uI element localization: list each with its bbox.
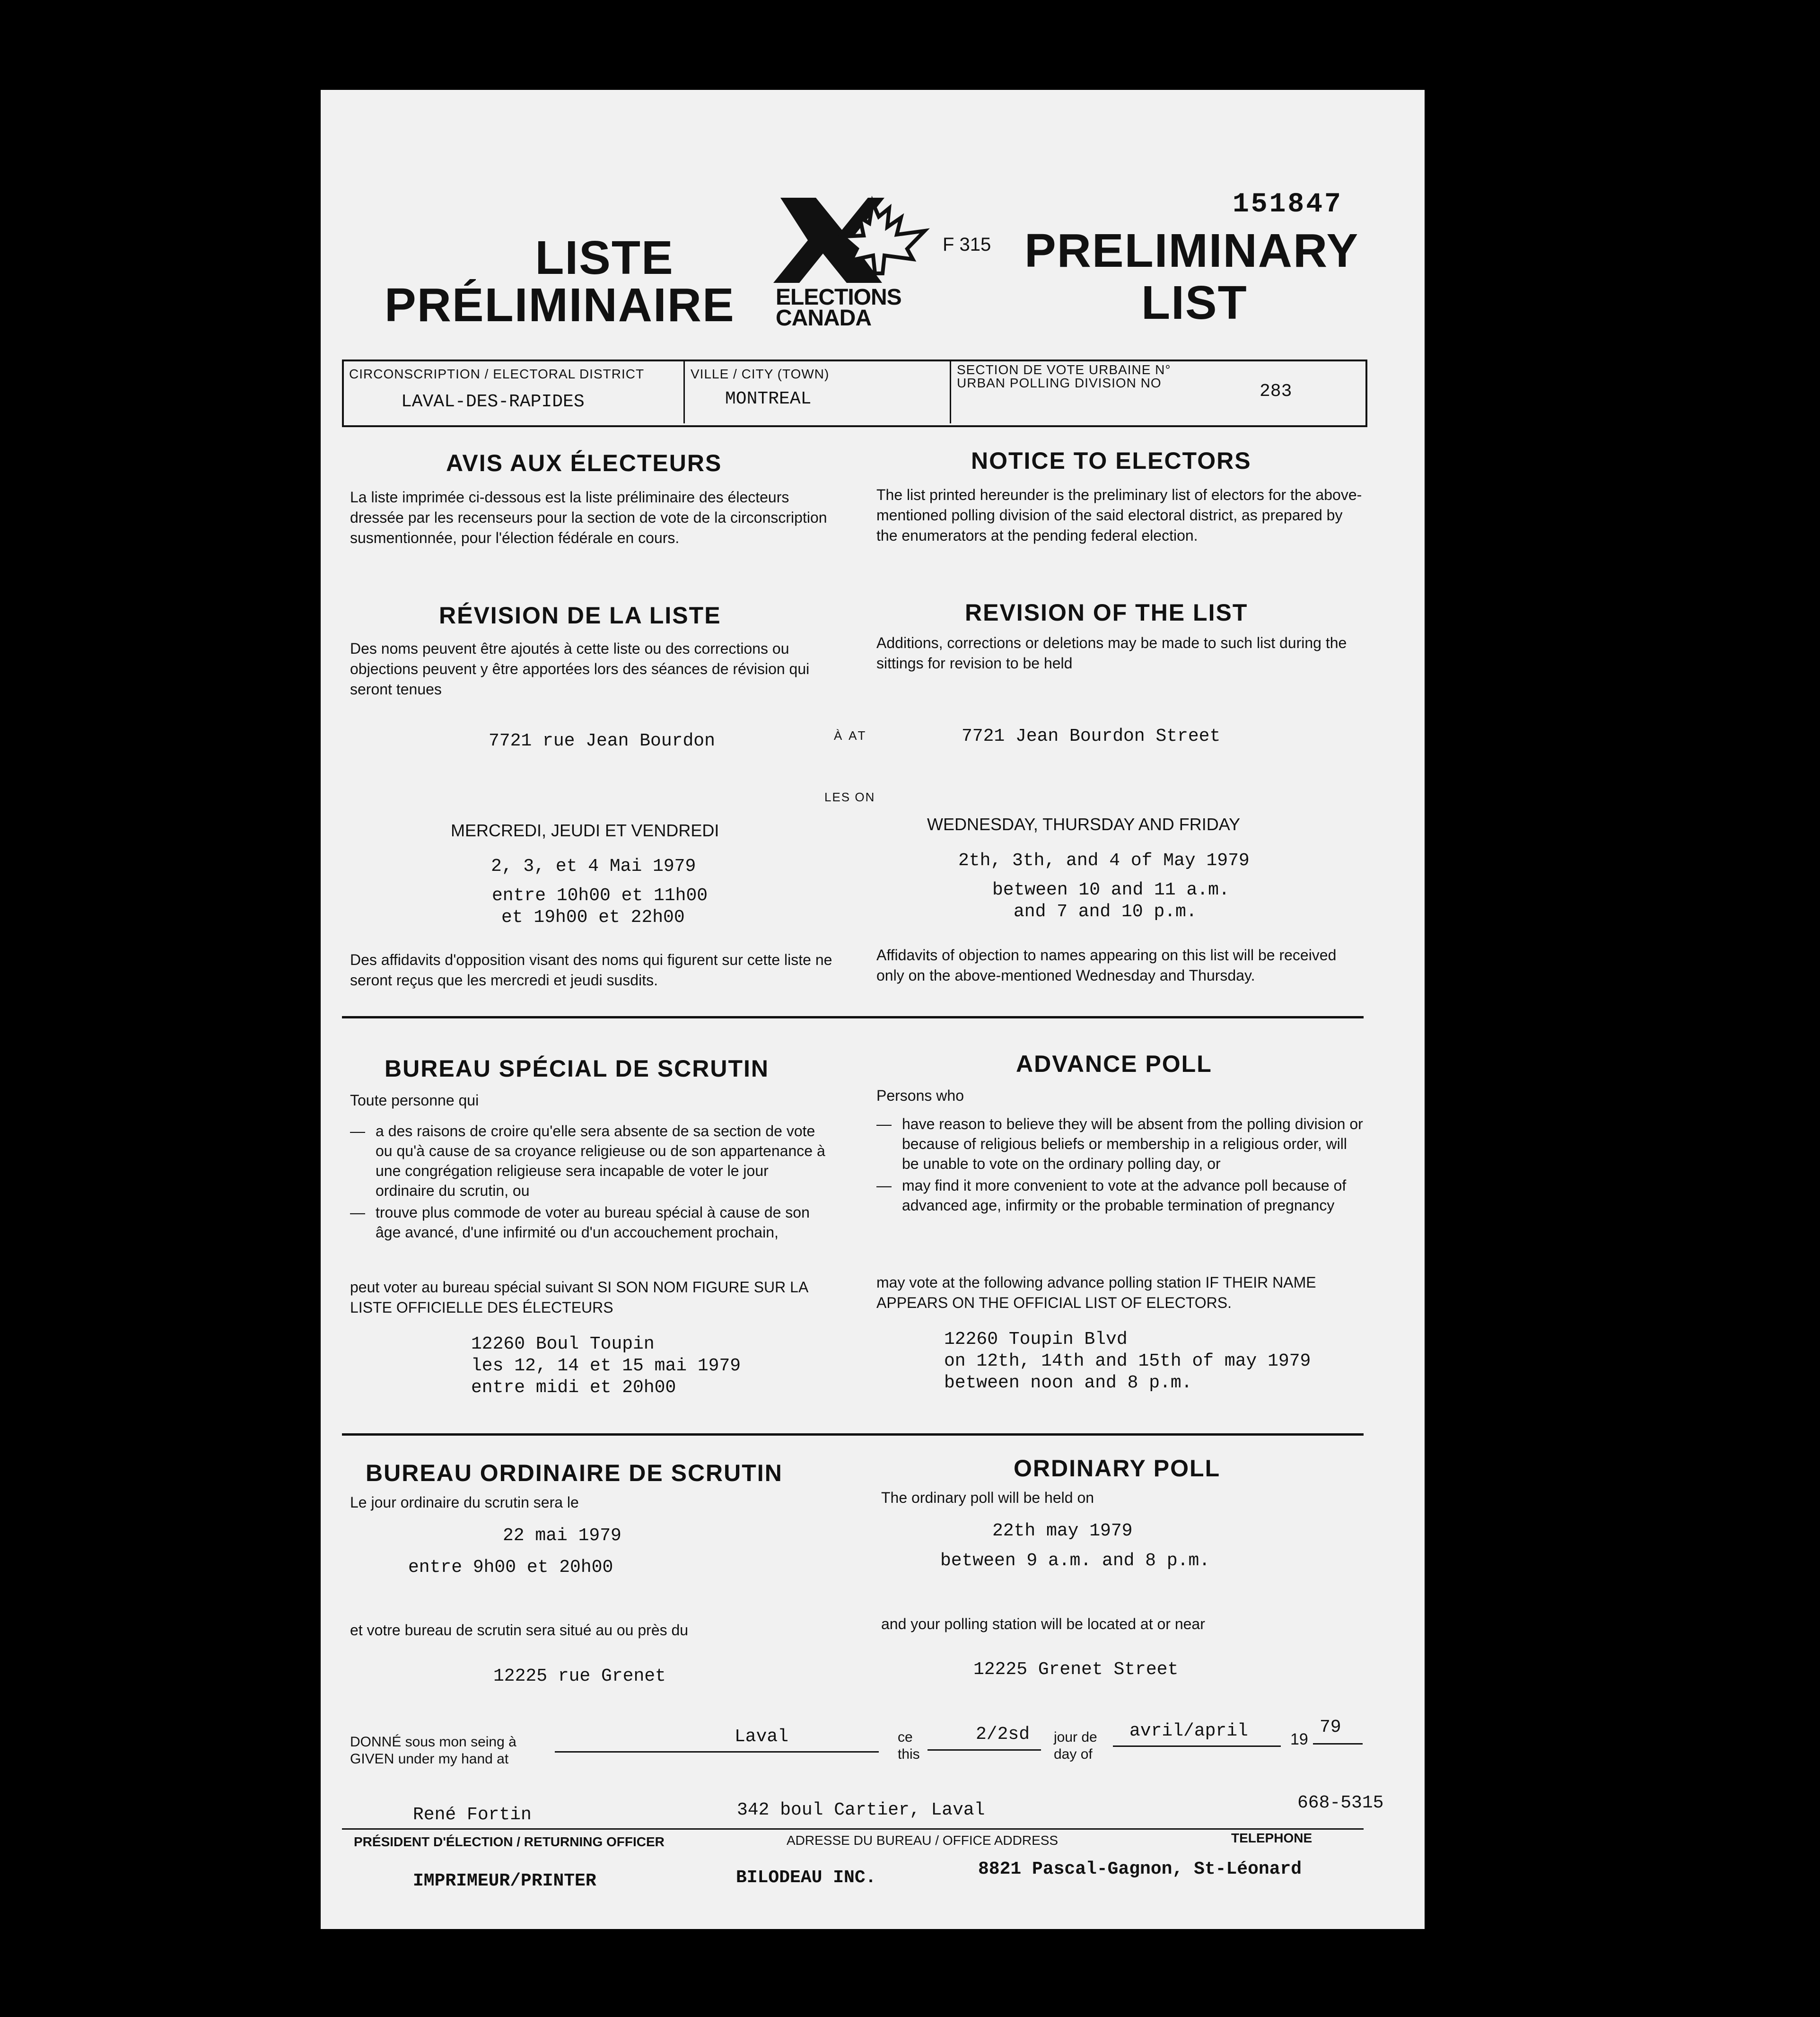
ordinary-hours-en: between 9 a.m. and 8 p.m.	[940, 1551, 1210, 1571]
revision-hours-en-1: between 10 and 11 a.m.	[992, 880, 1230, 900]
form-code: F 315	[943, 234, 991, 255]
district-label: CIRCONSCRIPTION / ELECTORAL DISTRICT	[349, 367, 645, 381]
advance-hours-fr: entre midi et 20h00	[471, 1377, 676, 1398]
jour-de-label: jour de	[1054, 1729, 1097, 1745]
office-address: 342 boul Cartier, Laval	[737, 1800, 985, 1820]
ordinary-date-en: 22th may 1979	[992, 1521, 1133, 1541]
list-item: — a des raisons de croire qu'elle sera absente de sa section de vote ou qu'à cause de sa croyance religieuse ou de son appartenance à une congrégation religieuse sera incapable de voter le jour ordinaire du scrutin, ou	[350, 1123, 825, 1199]
advance-title-en: ADVANCE POLL	[1016, 1051, 1212, 1077]
notice-title-fr: AVIS AUX ÉLECTEURS	[446, 450, 722, 476]
station-text-fr: et votre bureau de scrutin sera situé au ou près du	[350, 1622, 689, 1639]
given-label-fr: DONNÉ sous mon seing à	[350, 1734, 516, 1750]
advance-dates-en: on 12th, 14th and 15th of may 1979	[944, 1351, 1311, 1371]
section-divider	[342, 1016, 1364, 1018]
ordinary-hours-fr: entre 9h00 et 20h00	[408, 1557, 613, 1578]
on-label: LES ON	[824, 790, 875, 804]
revision-hours-fr-2: et 19h00 et 22h00	[501, 907, 685, 928]
revision-hours-fr-1: entre 10h00 et 11h00	[492, 886, 708, 906]
revision-dates-en: 2th, 3th, and 4 of May 1979	[958, 851, 1250, 871]
signed-month: avril/april	[1129, 1721, 1248, 1741]
revision-title-fr: RÉVISION DE LA LISTE	[439, 602, 721, 629]
address-label: ADRESSE DU BUREAU / OFFICE ADDRESS	[787, 1833, 1059, 1848]
ordinary-intro-en: The ordinary poll will be held on	[881, 1489, 1094, 1506]
title-fr-line-2: PRÉLIMINAIRE	[385, 279, 735, 332]
advance-dates-fr: les 12, 14 et 15 mai 1979	[471, 1356, 741, 1376]
returning-officer-name: René Fortin	[413, 1805, 532, 1825]
list-item: — trouve plus commode de voter au bureau spécial à cause de son âge avancé, d'une infirmité ou d'un accouchement prochain,	[350, 1204, 810, 1241]
telephone-label: TELEPHONE	[1231, 1831, 1312, 1845]
title-en-line-2: LIST	[1141, 276, 1248, 329]
signed-day: 2/2sd	[976, 1724, 1030, 1745]
revision-title-en: REVISION OF THE LIST	[965, 599, 1248, 626]
this-label: this	[898, 1746, 920, 1762]
printer-name: BILODEAU INC.	[736, 1868, 876, 1888]
revision-days-fr: MERCREDI, JEUDI ET VENDREDI	[451, 821, 719, 840]
printer-address: 8821 Pascal-Gagnon, St-Léonard	[978, 1859, 1302, 1879]
ordinary-intro-fr: Le jour ordinaire du scrutin sera le	[350, 1494, 579, 1511]
advance-hours-en: between noon and 8 p.m.	[944, 1373, 1192, 1393]
division-label-fr: SECTION DE VOTE URBAINE N°	[957, 362, 1171, 377]
day-of-label: day of	[1054, 1746, 1093, 1762]
serial-number: 151847	[1233, 189, 1343, 220]
logo-text-canada: CANADA	[776, 306, 871, 331]
revision-address-en: 7721 Jean Bourdon Street	[962, 726, 1221, 746]
district-value: LAVAL-DES-RAPIDES	[401, 392, 585, 412]
list-item: — have reason to believe they will be absent from the polling division or because of religious beliefs or membership in a religious order, will be unable to vote on the ordinary polling day, or	[876, 1115, 1363, 1172]
station-text-en: and your polling station will be located at or near	[881, 1615, 1205, 1632]
given-label-en: GIVEN under my hand at	[350, 1751, 509, 1767]
ordinary-date-fr: 22 mai 1979	[503, 1526, 621, 1546]
affidavit-text-en: Affidavits of objection to names appearing on this list will be received only on the above-mentioned Wednesday and Thursday.	[876, 947, 1337, 984]
revision-address-fr: 7721 rue Jean Bourdon	[489, 731, 715, 751]
advance-intro-fr: Toute personne qui	[350, 1092, 479, 1109]
revision-text-fr: Des noms peuvent être ajoutés à cette liste ou des corrections ou objections peuvent y être apportées lors des séances de révision qui seront tenues	[350, 640, 810, 698]
advance-intro-en: Persons who	[876, 1087, 964, 1104]
signed-place: Laval	[735, 1727, 789, 1747]
advance-conditions-fr	[350, 1121, 828, 1244]
advance-address-fr: 12260 Boul Toupin	[471, 1334, 655, 1354]
ordinary-title-en: ORDINARY POLL	[1014, 1455, 1221, 1482]
advance-outro-en: may vote at the following advance polling station IF THEIR NAME APPEARS ON THE OFFICIAL LIST OF ELECTORS.	[876, 1274, 1316, 1311]
office-telephone: 668-5315	[1297, 1793, 1384, 1813]
officer-label: PRÉSIDENT D'ÉLECTION / RETURNING OFFICER	[354, 1834, 665, 1849]
revision-text-en: Additions, corrections or deletions may be made to such list during the sittings for revision to be held	[876, 634, 1347, 672]
polling-station-en: 12225 Grenet Street	[973, 1659, 1179, 1680]
title-fr-line-1: LISTE	[535, 231, 674, 284]
division-label-en: URBAN POLLING DIVISION NO	[957, 376, 1162, 390]
logo-text-elections: ELECTIONS	[776, 285, 901, 310]
revision-dates-fr: 2, 3, et 4 Mai 1979	[491, 856, 696, 877]
year-prefix: 19	[1290, 1730, 1308, 1748]
advance-title-fr: BUREAU SPÉCIAL DE SCRUTIN	[385, 1055, 770, 1082]
revision-days-en: WEDNESDAY, THURSDAY AND FRIDAY	[927, 815, 1241, 834]
notice-title-en: NOTICE TO ELECTORS	[971, 447, 1251, 474]
title-en-line-1: PRELIMINARY	[1024, 224, 1359, 277]
affidavit-text-fr: Des affidavits d'opposition visant des noms qui figurent sur cette liste ne seront reçus que les mercredi et jeudi susdits.	[350, 951, 832, 989]
list-item: — may find it more convenient to vote at the advance poll because of advanced age, infirmity or the probable termination of pregnancy	[876, 1177, 1347, 1214]
ce-label: ce	[898, 1729, 913, 1745]
notice-text-en: The list printed hereunder is the preliminary list of electors for the above-mentioned polling division of the said electoral district, as prepared by the enumerators at the pending federal election.	[876, 486, 1362, 544]
year-suffix: 79	[1320, 1717, 1341, 1737]
at-label: À AT	[834, 728, 867, 743]
advance-conditions-en	[876, 1114, 1364, 1217]
ordinary-title-fr: BUREAU ORDINAIRE DE SCRUTIN	[366, 1460, 783, 1486]
polling-station-fr: 12225 rue Grenet	[493, 1666, 666, 1686]
elections-canada-logo	[771, 193, 932, 288]
revision-hours-en-2: and 7 and 10 p.m.	[1014, 902, 1197, 922]
city-value: MONTREAL	[725, 389, 812, 409]
advance-outro-fr: peut voter au bureau spécial suivant SI SON NOM FIGURE SUR LA LISTE OFFICIELLE DES ÉLECTEURS	[350, 1279, 808, 1316]
division-value: 283	[1260, 381, 1292, 402]
advance-address-en: 12260 Toupin Blvd	[944, 1329, 1128, 1350]
notice-text-fr: La liste imprimée ci-dessous est la liste préliminaire des électeurs dressée par les recenseurs pour la section de vote de la circonscription susmentionnée, pour l'élection fédérale en cours.	[350, 489, 827, 546]
city-label: VILLE / CITY (TOWN)	[691, 367, 830, 381]
section-divider	[342, 1433, 1364, 1436]
maple-leaf-x-icon	[771, 193, 932, 288]
printer-label: IMPRIMEUR/PRINTER	[413, 1871, 596, 1891]
preliminary-list-form	[321, 90, 1425, 1929]
